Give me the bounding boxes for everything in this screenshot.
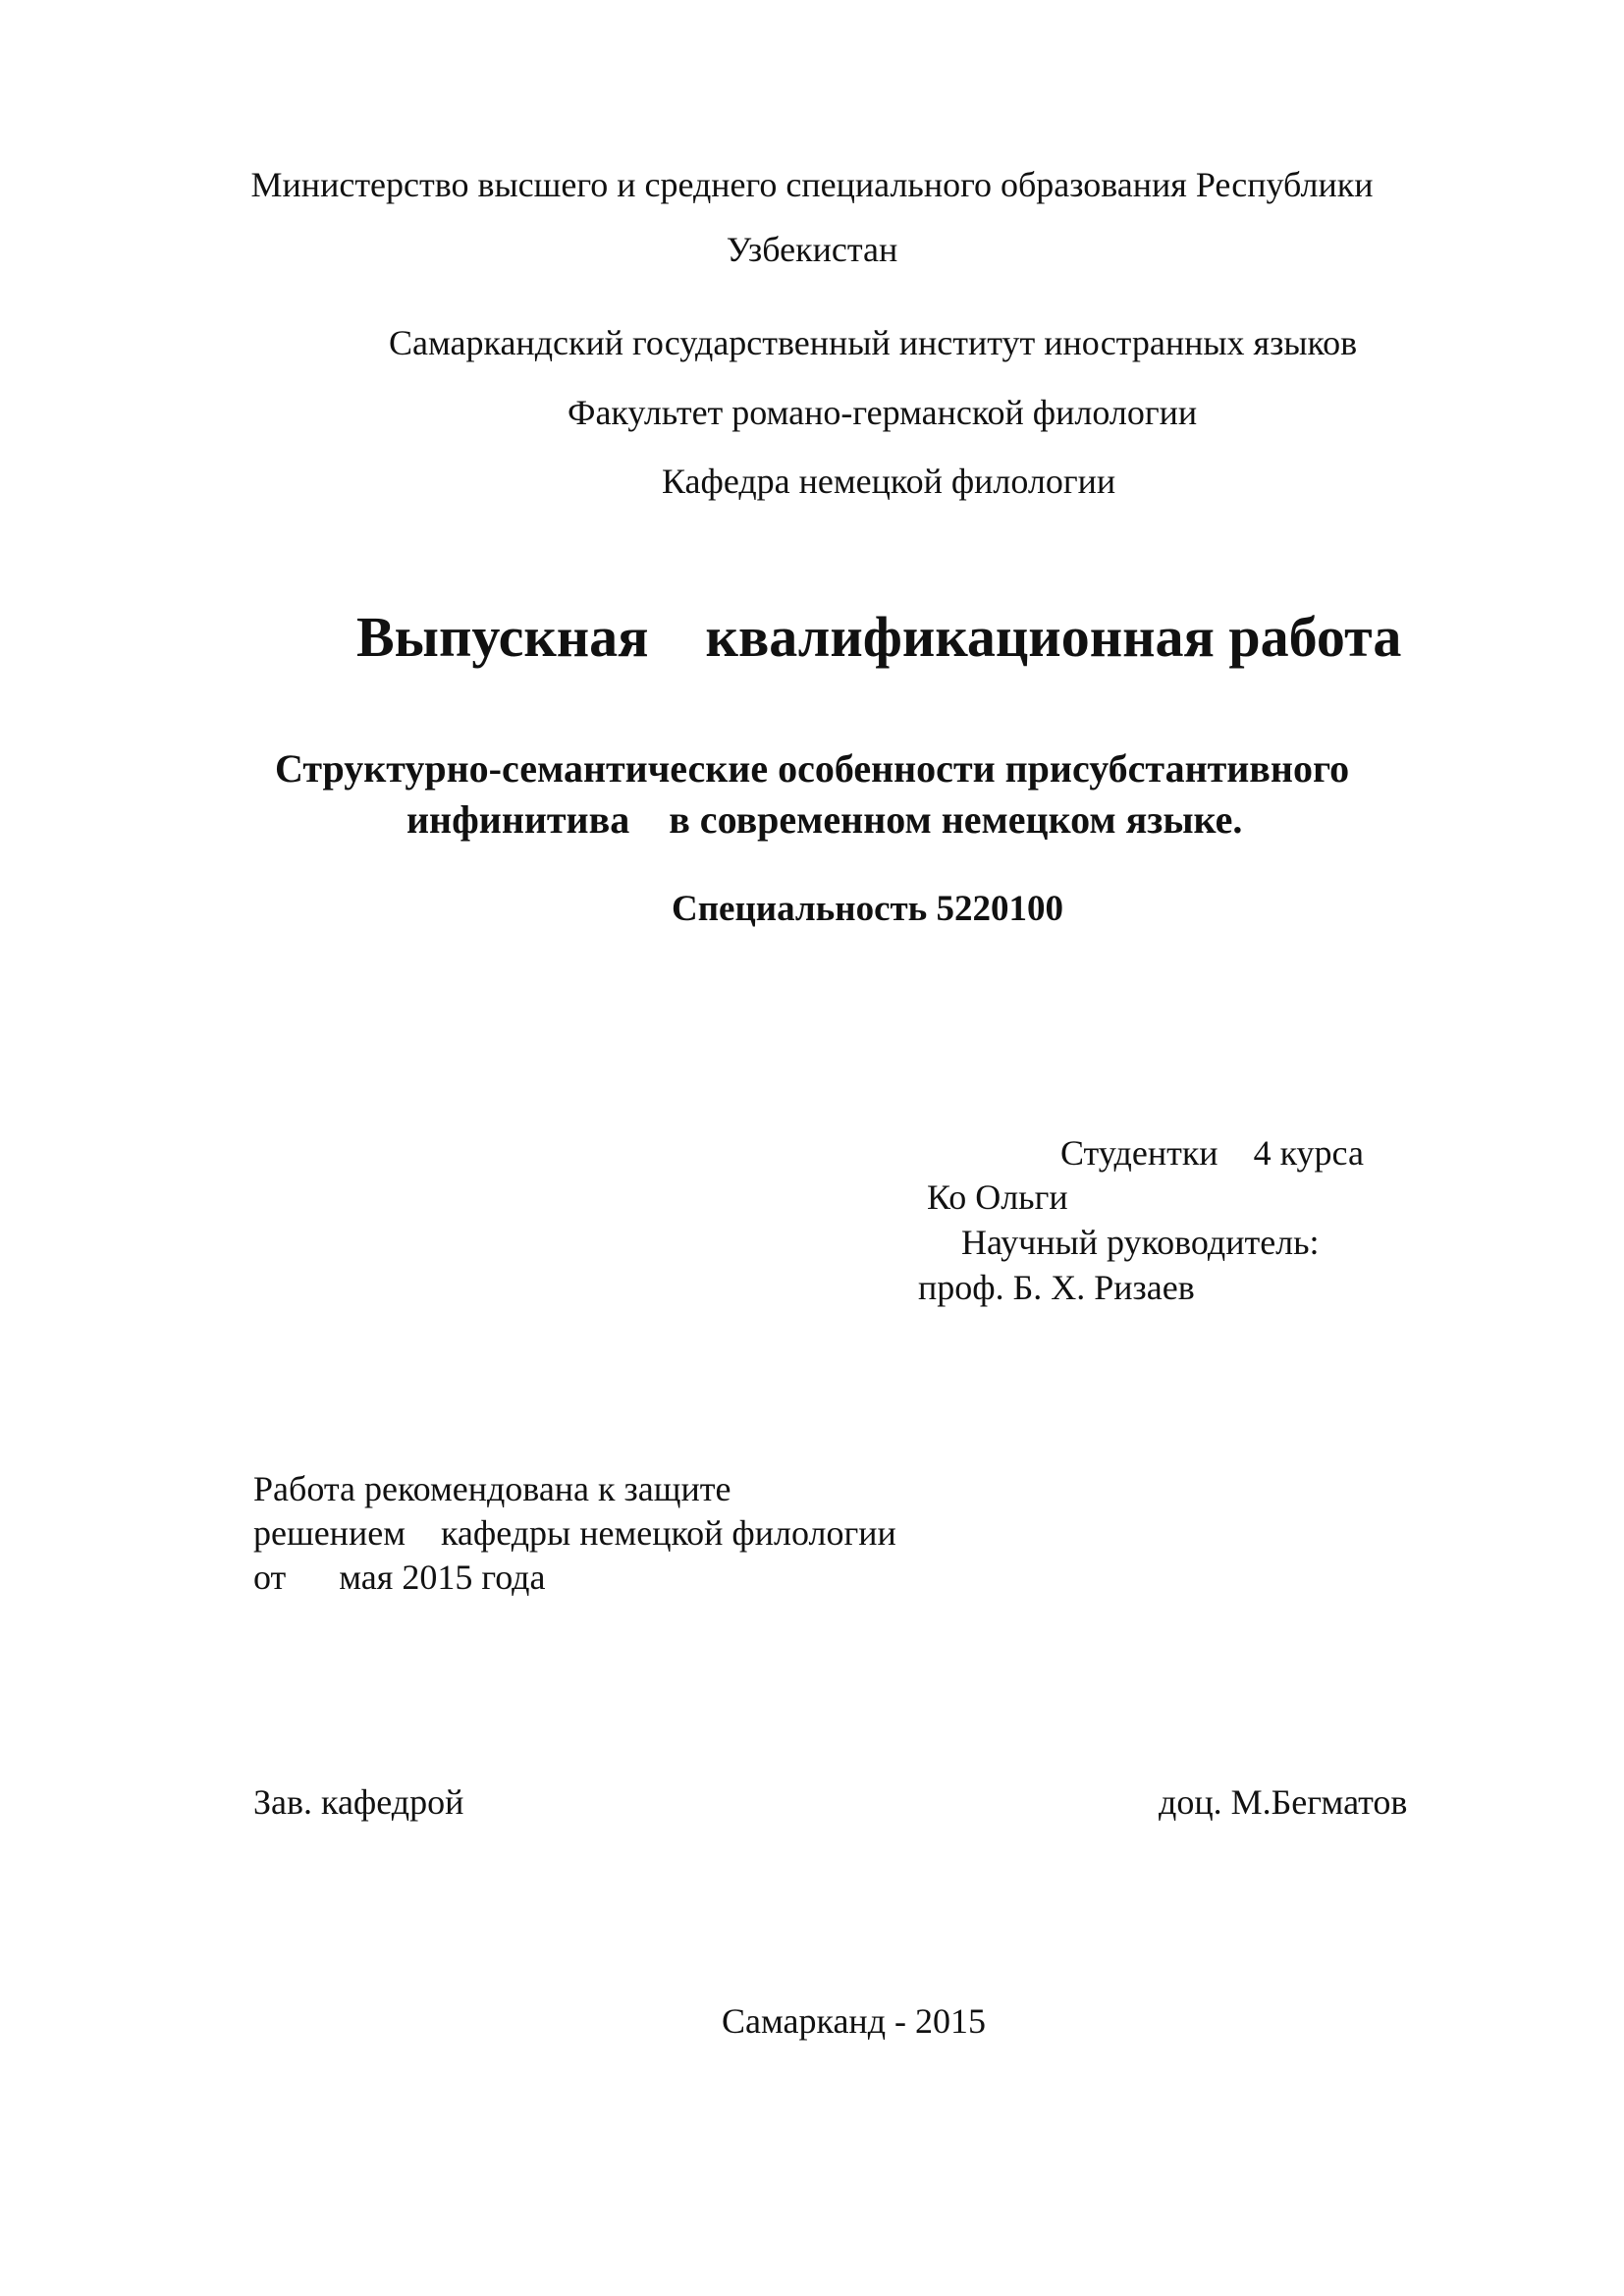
signature-role: Зав. кафедрой [253, 1782, 464, 1822]
institute-name: Самаркандский государственный институт иностранных языков [389, 323, 1358, 362]
ministry-line-2: Узбекистан [726, 230, 898, 269]
supervisor-label: Научный руководитель: [961, 1223, 1320, 1262]
recommendation-line-2: решением кафедры немецкой филологии [253, 1513, 896, 1553]
place-and-year: Самарканд - 2015 [722, 2001, 986, 2041]
ministry-line-1: Министерство высшего и среднего специального образования Республики [250, 165, 1374, 204]
specialty-code: Специальность 5220100 [672, 889, 1063, 929]
thesis-topic-line-1: Структурно-семантические особенности присубстантивного [275, 746, 1350, 791]
student-name: Ко Ольги [927, 1177, 1068, 1217]
faculty-name: Факультет романо-германской филологии [568, 393, 1198, 432]
supervisor-name: проф. Б. Х. Ризаев [918, 1268, 1195, 1307]
student-course: Студентки 4 курса [1060, 1133, 1364, 1173]
thesis-topic-line-2: инфинитива в современном немецком языке. [406, 797, 1243, 842]
signature-name: доц. М.Бегматов [1159, 1782, 1408, 1822]
department-name: Кафедра немецкой филологии [662, 462, 1116, 501]
recommendation-line-3: от мая 2015 года [253, 1558, 546, 1597]
recommendation-line-1: Работа рекомендована к защите [253, 1469, 731, 1508]
document-title: Выпускная квалификационная работа [356, 605, 1402, 669]
